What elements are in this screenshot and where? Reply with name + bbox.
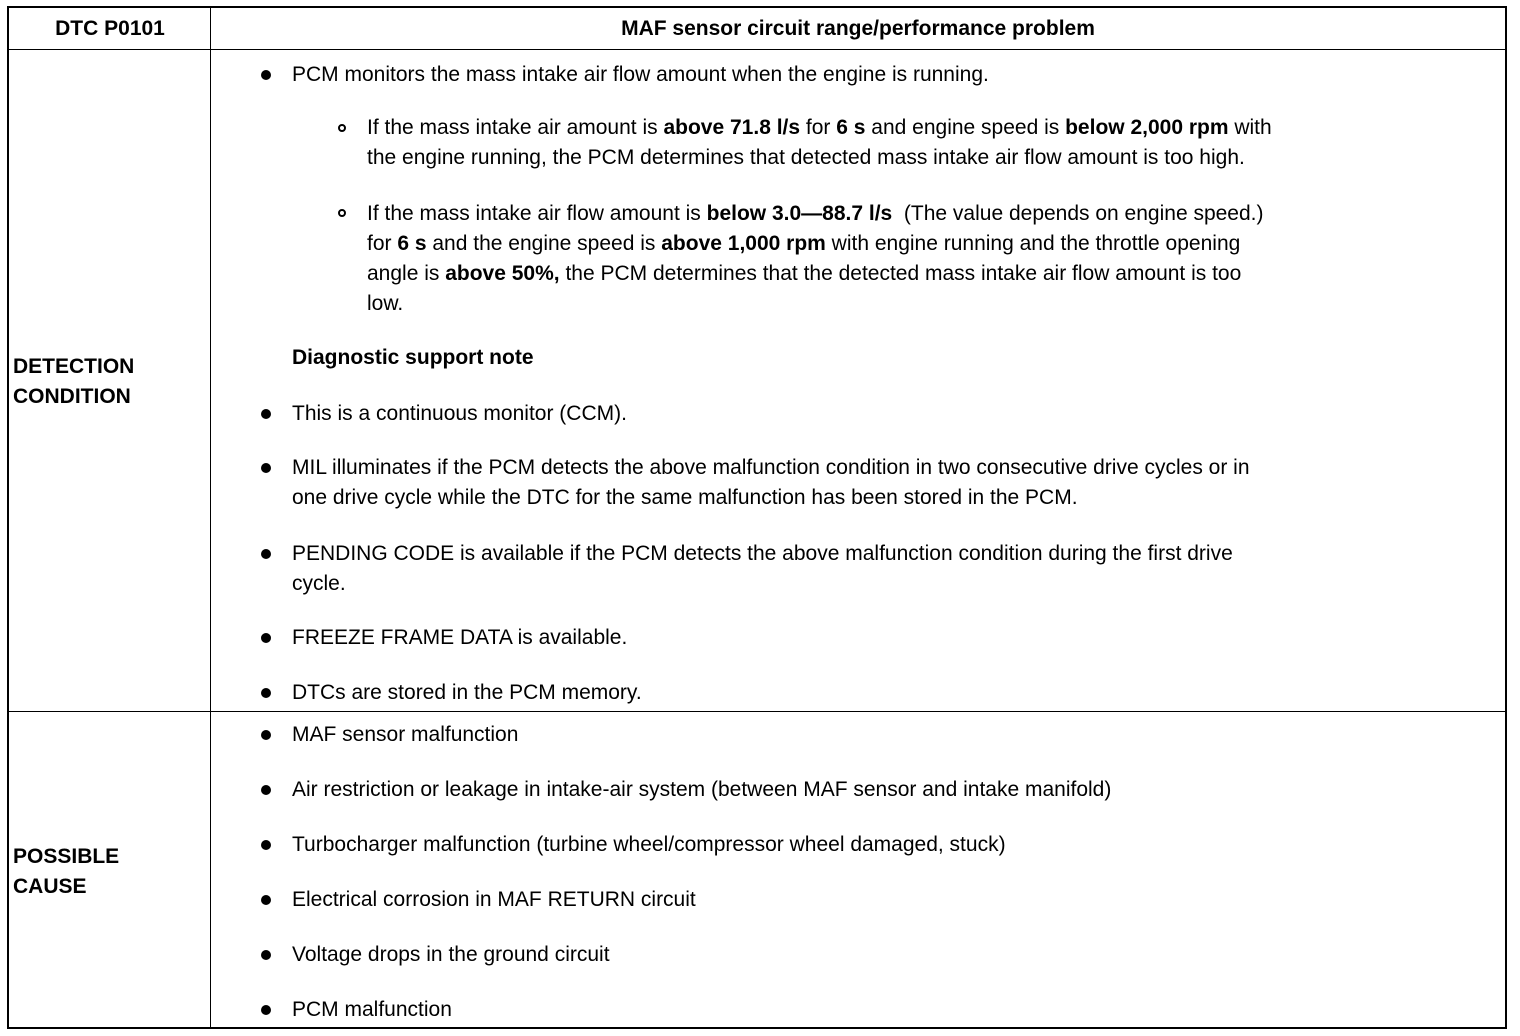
- note-memory: DTCs are stored in the PCM memory.: [292, 681, 642, 704]
- label-line: DETECTION: [13, 355, 135, 378]
- column-divider: [210, 8, 211, 1027]
- note-freeze-frame: FREEZE FRAME DATA is available.: [292, 626, 628, 649]
- low-threshold-line-3: angle is above 50%, the PCM determines that the detected mass intake air flow amount is too: [367, 262, 1242, 285]
- cause-item: Turbocharger malfunction (turbine wheel/compressor wheel damaged, stuck): [292, 833, 1006, 856]
- label-line: CAUSE: [13, 875, 87, 898]
- cause-item: Voltage drops in the ground circuit: [292, 943, 610, 966]
- bullet-icon: [261, 840, 271, 850]
- dtc-code-header: DTC P0101: [55, 16, 165, 40]
- high-threshold-line-2: the engine running, the PCM determines that detected mass intake air flow amount is too high.: [367, 146, 1245, 169]
- note-mil-line-2: one drive cycle while the DTC for the same malfunction has been stored in the PCM.: [292, 486, 1078, 509]
- bullet-icon: [261, 70, 271, 80]
- bullet-icon: [261, 1005, 271, 1015]
- note-mil-line-1: MIL illuminates if the PCM detects the above malfunction condition in two consecutive drive cycles or in: [292, 456, 1250, 479]
- bullet-icon: [261, 785, 271, 795]
- header-divider: [9, 49, 1505, 50]
- sub-bullet-icon: [338, 209, 346, 217]
- detection-condition-label: [13, 352, 208, 412]
- sub-bullet-icon: [338, 124, 346, 132]
- note-pending-line-1: PENDING CODE is available if the PCM detects the above malfunction condition during the first drive: [292, 542, 1233, 565]
- support-note-heading: Diagnostic support note: [292, 346, 534, 369]
- note-ccm: This is a continuous monitor (CCM).: [292, 402, 627, 425]
- low-threshold-line-1: If the mass intake air flow amount is below 3.0—88.7 l/s (The value depends on engine speed.): [367, 202, 1264, 225]
- bullet-icon: [261, 409, 271, 419]
- bullet-icon: [261, 549, 271, 559]
- cause-item: Electrical corrosion in MAF RETURN circuit: [292, 888, 696, 911]
- cause-item: MAF sensor malfunction: [292, 723, 519, 746]
- dtc-title-header: MAF sensor circuit range/performance problem: [621, 16, 1095, 40]
- possible-cause-label: [13, 842, 208, 902]
- label-line: POSSIBLE: [13, 845, 120, 868]
- row-divider: [9, 711, 1505, 712]
- low-threshold-line-4: low.: [367, 292, 404, 315]
- label-line: CONDITION: [13, 385, 131, 408]
- dtc-table: [7, 6, 1507, 1029]
- cause-item: Air restriction or leakage in intake-air system (between MAF sensor and intake manifold): [292, 778, 1112, 801]
- bullet-icon: [261, 633, 271, 643]
- monitor-intro: PCM monitors the mass intake air flow amount when the engine is running.: [292, 63, 989, 86]
- bullet-icon: [261, 730, 271, 740]
- note-pending-line-2: cycle.: [292, 572, 346, 595]
- bullet-icon: [261, 463, 271, 473]
- bullet-icon: [261, 688, 271, 698]
- cause-item: PCM malfunction: [292, 998, 452, 1021]
- bullet-icon: [261, 895, 271, 905]
- low-threshold-line-2: for 6 s and the engine speed is above 1,000 rpm with engine running and the throttle opening: [367, 232, 1241, 255]
- high-threshold-line-1: If the mass intake air amount is above 71.8 l/s for 6 s and engine speed is below 2,000 rpm with: [367, 116, 1272, 139]
- bullet-icon: [261, 950, 271, 960]
